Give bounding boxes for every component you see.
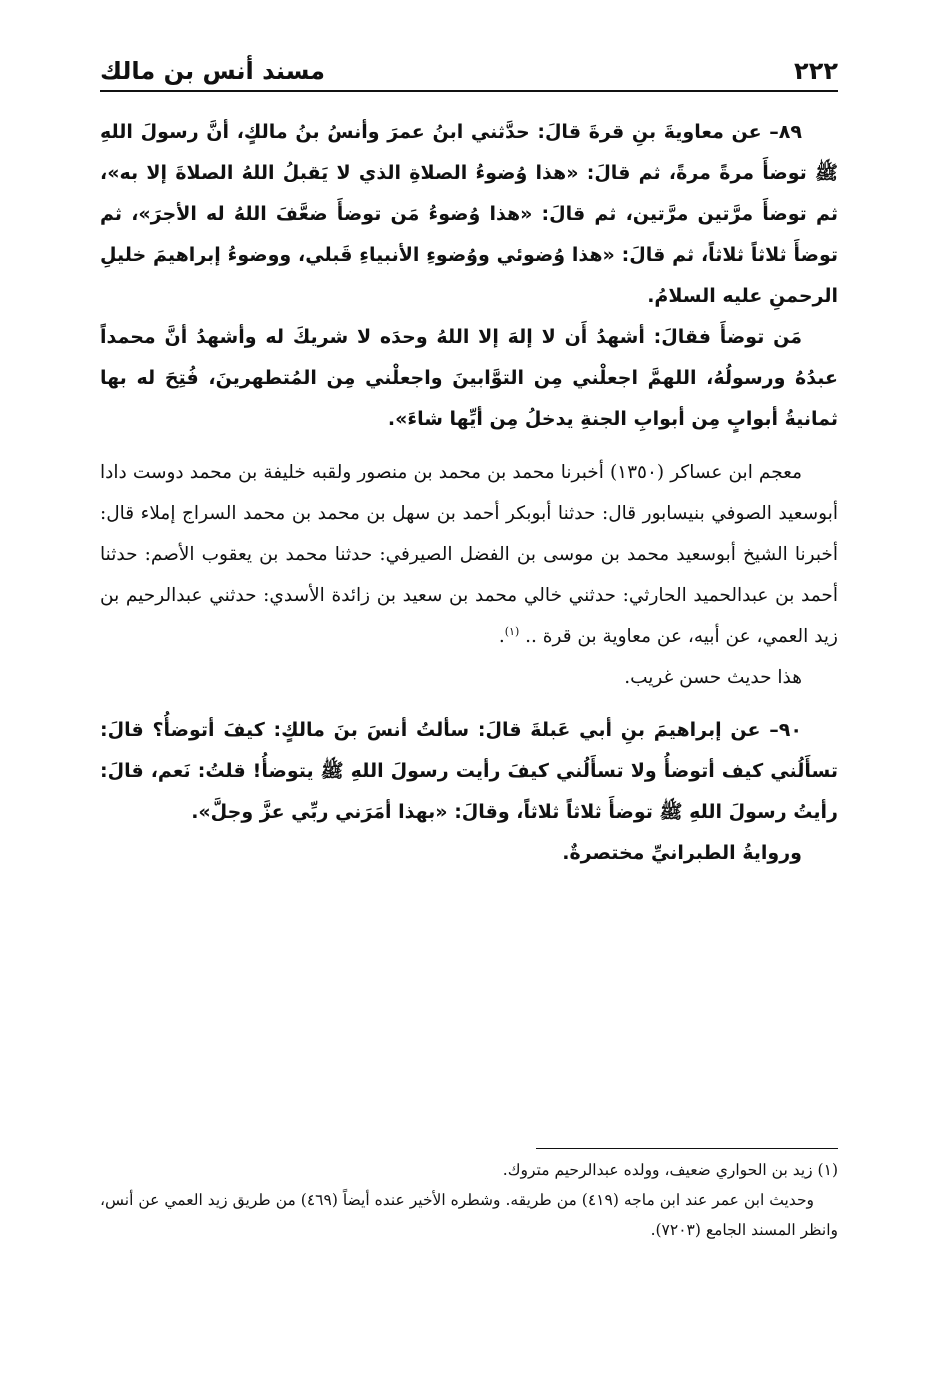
hadith-89-source [100, 452, 838, 657]
footnote-1-continuation: وحديث ابن عمر عند ابن ماجه (٤١٩) من طريقه. وشطره الأخير عنده أيضاً (٤٦٩) من طريق زيد العمي عن أنس، وانظر المسند الجامع (٧٢٠٣). [100, 1191, 838, 1239]
page [100, 58, 838, 874]
main-text [100, 112, 838, 874]
hadith-90-paragraph-2: وروايةُ الطبرانيِّ مختصرةٌ. [562, 842, 802, 865]
hadith-90-paragraph-1: ٩٠– عن إبراهيمَ بنِ أبي عَبلةَ قالَ: سألتُ أنسَ بنَ مالكٍ: كيفَ أتوضأُ؟ قالَ: تسأَلُني كيف أتوضأُ ولا تسأَلُني كيفَ رأيت رسولَ اللهِ ﷺ يتوضأُ! قلتُ: نَعم، قالَ: رأيتُ رسولَ اللهِ ﷺ توضأَ ثلاثاً ثلاثاً، وقالَ: «بهذا أمَرَني ربِّي عزَّ وجلَّ». [100, 719, 838, 824]
page-number: ٢٢٢ [794, 57, 838, 85]
running-title: مسند أنس بن مالك [100, 57, 326, 85]
footnote-rule [536, 1148, 838, 1149]
hadith-89-paragraph-1: ٨٩– عن معاويةَ بنِ قرةَ قالَ: حدَّثني ابنُ عمرَ وأنسُ بنُ مالكٍ، أنَّ رسولَ اللهِ ﷺ توضأَ مرةً مرةً، ثم قالَ: «هذا وُضوءُ الصلاةِ الذي لا يَقبلُ اللهُ الصلاةَ إلا به»، ثم توضأَ مرَّتين مرَّتين، ثم قالَ: «هذا وُضوءُ مَن توضأَ ضعَّفَ اللهُ له الأجرَ»، ثم توضأَ ثلاثاً ثلاثاً، ثم قالَ: «هذا وُضوئي ووُضوءِ الأنبياءِ قَبلي، ووضوءُ إبراهيمَ خليلِ الرحمنِ عليه السلامُ. [100, 121, 838, 308]
footnotes [100, 1148, 838, 1245]
hadith-90-matn [100, 710, 838, 874]
source-end: . [498, 626, 505, 648]
spacer [100, 698, 838, 710]
footnote-marker: (١) [504, 625, 520, 639]
hadith-89-paragraph-2: مَن توضأَ فقالَ: أشهدُ أَن لا إلهَ إلا اللهُ وحدَه لا شريكَ له وأشهدُ أنَّ محمداً عبدُهُ ورسولُهُ، اللهمَّ اجعلْني مِن التوَّابينَ واجعلْني مِن المُتطهرينَ، فُتِحَ له بها ثمانيةُ أبوابٍ مِن أبوابِ الجنةِ يدخلُ مِن أيِّها شاءَ». [100, 326, 838, 431]
hadith-89-matn [100, 112, 838, 440]
source-text: معجم ابن عساكر (١٣٥٠) أخبرنا محمد بن محمد بن منصور ولقبه خليفة بن محمد دوست دادا أبوسعيد الصوفي بنيسابور قال: حدثنا أبوبكر أحمد بن سهل بن محمد بن محمد السراج إملاء قال: أخبرنا الشيخ أبوسعيد محمد بن موسى بن الفضل الصيرفي: حدثنا محمد بن يعقوب الأصم: حدثنا أحمد بن عبدالحميد الحارثي: حدثني خالي محمد بن سعيد بن زائدة الأسدي: حدثني عبدالرحيم بن زيد العمي، عن أبيه، عن معاوية بن قرة .. [100, 462, 838, 648]
hadith-89-isnad [100, 452, 838, 698]
hadith-89-grading: هذا حديث حسن غريب. [624, 667, 802, 689]
spacer [100, 440, 838, 452]
footnote-1: (١) زيد بن الحواري ضعيف، وولده عبدالرحيم متروك. [502, 1161, 838, 1179]
page-header [100, 58, 838, 92]
